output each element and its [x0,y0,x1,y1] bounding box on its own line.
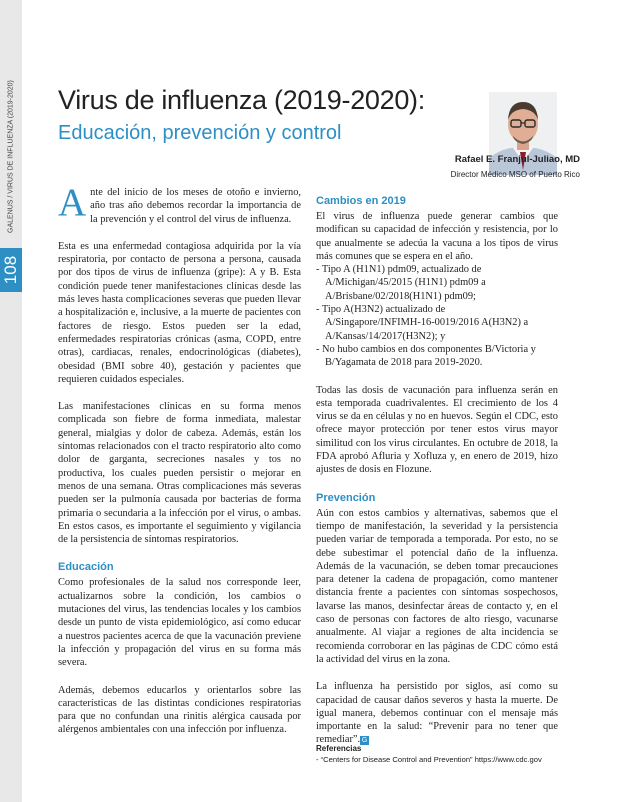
paragraph: Esta es una enfermedad contagiosa adquirida por la vía respiratoria, por contacto de persona a persona, causada por dos tipos de virus de influenza (gripe): A y B. Esta condición puede tener manifestaciones clínicas desde las más leves hasta complicaciones severas que pueden llevar a hospitalización e, inclusive, a la muerte de pacientes con factores de riesgo. Estos pueden ser la edad, enfermedades respiratorias crónicas (asma, COPD, entre otras), cardiacas, renales, endocrinológicas (diabetes), obesidad (BMI sobre 40), gestación y pacientes que requieren cuidados especiales. [58,240,301,385]
paragraph: Las manifestaciones clínicas en su forma menos complicada son fiebre de forma inmediata, malestar general, mialgias y dolor de cabeza. Además, están los síntomas relacionados con el tracto respiratorio alto como dolor de garganta, secreciones nasales y tos no productiva, los cuales pueden persistir o mejorar en menos de una semana. Otras complicaciones más severas pueden ser la pulmonía causada por bacterias de forma primaria o secundaria a la infección por el virus, o ambas. En estos casos, es importante el seguimiento y vigilancia de la persistencia de síntomas respiratorios. [58,401,301,546]
author-name: Rafael E. Franjul-Juliao, MD [454,154,580,165]
column-right [316,194,558,761]
paragraph: Aún con estos cambios y alternativas, sabemos que el tiempo de manifestación, la severidad y la persistencia pueden variar de temporada a temporada. Por esto, no se debe subestimar el potencial daño de la influenza. Además de la vacunación, se deben tomar precauciones para detener la cadena de propagación, como mantener distancia frente a pacientes con síntomas sospechosos, lavarse las manos, desinfectar áreas de contacto y, en el caso de personas con factores de alto riesgo, vacunarse anualmente. Al viajar a regiones de alta incidencia se recomienda corroborar en las páginas de CDC cómo está la actividad del virus en la zona. [316,507,558,665]
article-subtitle: Educación, prevención y control [58,122,342,144]
page-number: 108 [1,255,20,285]
section-heading-educacion: Educación [58,561,114,574]
paragraph: Todas las dosis de vacunación para influenza serán en esta temporada cuadrivalentes. El crecimiento de los 4 virus se da en células y no en huevos. Según el CDC, esto ofrece mayor protección por tener estos virus mayor similitud con los virus circulantes. En octubre de 2018, la FDA aprobó Afluria y Xofluza y, en enero de 2019, hizo ajustes de dosis en Flozune. [316,384,558,476]
section-heading-prevencion: Prevención [316,491,376,504]
paragraph: Además, debemos educarlos y orientarlos sobre las características de las distintas condiciones respiratorias para que no confundan una rinitis alérgica causada por alérgenos ambientales con una infección por influenza. [58,684,301,736]
end-mark-icon: G [361,736,368,744]
intro-text: nte del inicio de los meses de otoño e invierno, año tras año debemos recordar la importancia de la prevención y el control del virus de influenza. [90,187,301,225]
list-item: - Tipo A(H3N2) actualizado de [316,304,446,316]
paragraph: Como profesionales de la salud nos corresponde leer, actualizarnos sobre la condición, los cambios o mutaciones del virus, las tendencias locales y los cambios desde un punto de vista epidemiológico, así como educar a nuestros pacientes acerca de que la vacunación previene la infección y propagación del virus en su forma más severa. [58,577,301,669]
author-role: Director Médico MSO of Puerto Rico [450,170,580,179]
list-item: A/Singapore/INFIMH-16-0019/2016 A(H3N2) a [325,317,529,329]
article-title: Virus de influenza (2019-2020): [58,85,425,115]
list-item: - Tipo A (H1N1) pdm09, actualizado de [316,264,482,276]
vaccine-strain-list [316,263,558,369]
column-left [58,181,301,751]
list-item: A/Michigan/45/2015 (H1N1) pdm09 a [325,277,486,289]
closing-paragraph [316,680,558,746]
running-head: GALENUS / VIRUS DE INFLUENZA (2019-2020) [7,80,15,233]
section-heading-cambios: Cambios en 2019 [316,195,406,207]
list-item: B/Yagamata de 2018 para 2019-2020. [325,357,483,369]
list-item: A/Kansas/14/2017(H3N2); y [325,330,446,342]
running-head-container [0,80,22,240]
list-item: - No hubo cambios en dos componentes B/Victoria y [316,343,536,355]
list-item: A/Brisbane/02/2018(H1N1) pdm09; [325,290,476,302]
closing-text: La influenza ha persistido por siglos, así como su capacidad de causar daños severos y hasta la muerte. De igual manera, debemos continuar con el mensaje más importante en la salud: “Prevenir para no tener que remediar”. [316,681,558,746]
intro-paragraph [58,181,301,226]
drop-cap: A [58,181,87,224]
page-number-tab [0,248,22,292]
paragraph: El virus de influenza puede generar cambios que modifican su capacidad de infección y resistencia, por lo que anualmente se adecúa la vacuna a los tipos de virus más comunes que se espera en el año. [316,211,558,262]
references-heading: Referencias [316,744,362,753]
reference-item: - “Centers for Disease Control and Prevention” https://www.cdc.gov [316,755,542,764]
